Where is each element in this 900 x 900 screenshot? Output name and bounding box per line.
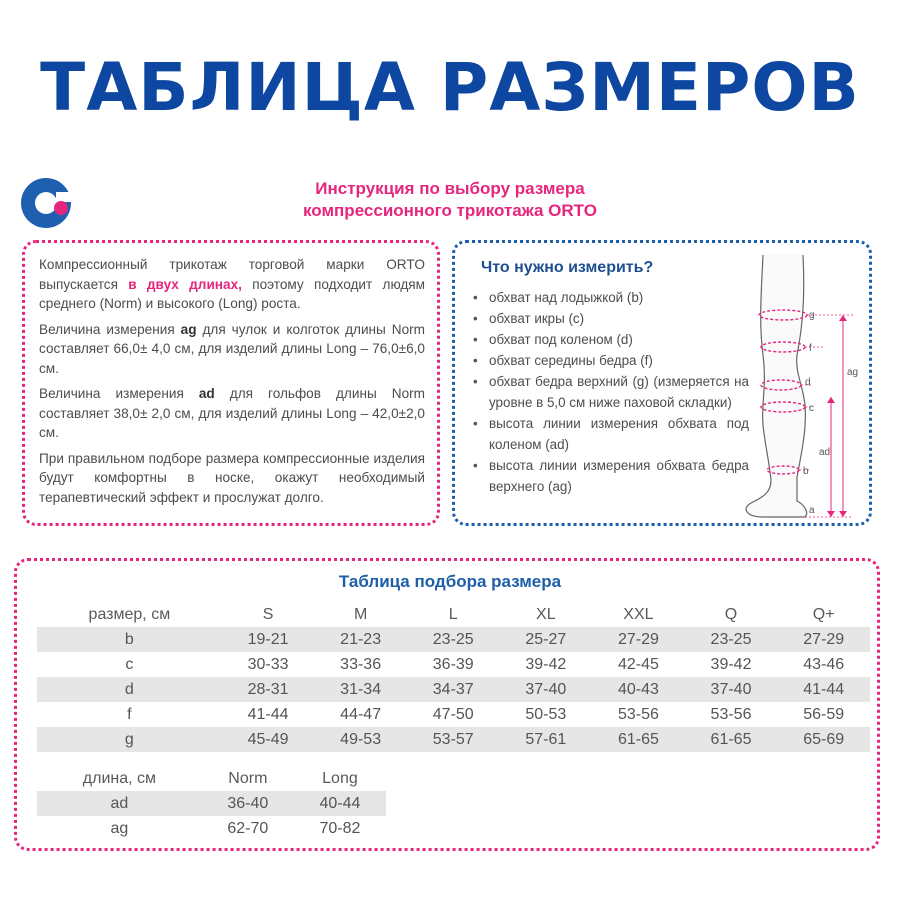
table-cell: 56-59 xyxy=(803,705,845,723)
table-cell: 53-56 xyxy=(617,705,659,723)
table-cell: 45-49 xyxy=(222,727,315,752)
table-cell: c xyxy=(125,655,134,673)
orto-logo-icon xyxy=(18,172,80,234)
intro-paragraph-3: Величина измерения ad для гольфов длины Norm составляет 38,0± 2,0 см, для изделий длины Long – 42,0±2,0 см. xyxy=(39,386,426,440)
instruction-heading-line1: Инструкция по выбору размера xyxy=(315,179,585,198)
label-f: f xyxy=(809,343,812,354)
header-cell: Q+ xyxy=(812,605,835,623)
measure-item: • обхват бедра верхний (g) (измеряется на уровне в 5,0 см ниже паховой складки) xyxy=(469,371,749,413)
measure-item: • обхват икры (c) xyxy=(469,308,749,329)
header-cell: длина, см xyxy=(82,769,157,787)
table-cell: f xyxy=(127,705,132,723)
header-cell: XXL xyxy=(623,605,654,623)
table-cell: 27-29 xyxy=(777,627,870,652)
header-cell: Q xyxy=(724,605,738,623)
table-cell: 39-42 xyxy=(525,655,567,673)
measure-item: • обхват над лодыжкой (b) xyxy=(469,287,749,308)
table-cell: 62-70 xyxy=(227,819,269,837)
table-row xyxy=(37,677,870,702)
measure-item: • обхват середины бедра (f) xyxy=(469,350,749,371)
header-cell: M xyxy=(353,605,368,623)
instruction-heading xyxy=(220,178,680,222)
table-cell: 70-82 xyxy=(319,819,361,837)
table-cell: 36-40 xyxy=(202,791,294,816)
header-cell: размер, см xyxy=(88,605,171,623)
table-cell: 23-25 xyxy=(407,627,500,652)
table-cell: 37-40 xyxy=(685,677,778,702)
table-cell: 47-50 xyxy=(432,705,474,723)
label-c: c xyxy=(809,403,814,414)
leg-diagram xyxy=(743,255,869,523)
header-cell: S xyxy=(262,605,274,623)
measure-item: • обхват под коленом (d) xyxy=(469,329,749,350)
header-cell: XL xyxy=(536,605,556,623)
table-cell: 49-53 xyxy=(314,727,407,752)
table-cell: ag xyxy=(110,819,129,837)
table-cell: 34-37 xyxy=(407,677,500,702)
table-cell: 31-34 xyxy=(314,677,407,702)
measure-list xyxy=(469,287,749,497)
label-d: d xyxy=(805,377,811,388)
intro-paragraph-2: Величина измерения ag для чулок и колготок длины Norm составляет 66,0± 4,0 см, для изделий длины Long – 76,0±6,0 см. xyxy=(39,321,425,376)
two-lengths-highlight: в двух длинах, xyxy=(128,276,242,292)
table-cell: 61-65 xyxy=(592,727,685,752)
length-table xyxy=(37,766,386,841)
size-table-title: Таблица подбора размера xyxy=(338,572,562,591)
table-row xyxy=(37,652,870,677)
table-cell: 40-43 xyxy=(592,677,685,702)
table-cell: 61-65 xyxy=(685,727,778,752)
table-cell: 39-42 xyxy=(710,655,752,673)
table-cell: 57-61 xyxy=(500,727,593,752)
table-cell: 40-44 xyxy=(294,791,386,816)
table-cell: 37-40 xyxy=(500,677,593,702)
leg-outline xyxy=(746,255,806,517)
table-cell: 53-56 xyxy=(710,705,752,723)
table-cell: 36-39 xyxy=(432,655,474,673)
header-cell: L xyxy=(448,605,458,623)
table-cell: 21-23 xyxy=(314,627,407,652)
intro-paragraph-4: При правильном подборе размера компрессионные изделия будут комфортны в носке, окажут необходимый терапевтический эффект и прослужат долго. xyxy=(39,450,425,505)
page-title: ТАБЛИЦА РАЗМЕРОВ xyxy=(40,49,860,126)
table-cell: 41-44 xyxy=(777,677,870,702)
table-cell: b xyxy=(37,627,222,652)
measure-item: • высота линии измерения обхвата под коленом (ad) xyxy=(469,413,749,455)
table-cell: 30-33 xyxy=(247,655,289,673)
table-cell: 33-36 xyxy=(340,655,382,673)
label-a: a xyxy=(809,505,815,516)
size-table xyxy=(37,602,870,752)
table-cell: 42-45 xyxy=(617,655,659,673)
label-ad: ad xyxy=(819,447,831,458)
table-cell: 53-57 xyxy=(407,727,500,752)
table-cell: 25-27 xyxy=(500,627,593,652)
table-cell: d xyxy=(37,677,222,702)
measure-panel xyxy=(452,240,872,526)
table-row xyxy=(37,702,870,727)
table-cell: 65-69 xyxy=(777,727,870,752)
header-cell: Norm xyxy=(228,769,268,787)
table-cell: g xyxy=(37,727,222,752)
table-row xyxy=(37,816,386,841)
label-ag: ag xyxy=(847,367,859,378)
label-b: b xyxy=(803,466,809,477)
intro-panel xyxy=(22,240,440,526)
table-cell: 19-21 xyxy=(222,627,315,652)
instruction-heading-line2: компрессионного трикотажа ORTO xyxy=(303,201,597,220)
measure-item: • высота линии измерения обхвата бедра верхнего (ag) xyxy=(469,455,749,497)
table-row xyxy=(37,791,386,816)
table-row xyxy=(37,627,870,652)
length-table-header xyxy=(37,766,386,791)
table-cell: 44-47 xyxy=(340,705,382,723)
measure-title: Что нужно измерить? xyxy=(481,259,654,276)
header-cell: Long xyxy=(322,769,358,787)
table-cell: ad xyxy=(37,791,202,816)
table-cell: 23-25 xyxy=(685,627,778,652)
table-row xyxy=(37,727,870,752)
table-cell: 28-31 xyxy=(222,677,315,702)
intro-paragraph-1: Компрессионный трикотаж торговой марки ORTO выпускается в двух длинах, поэтому подходит людям среднего (Norm) и высокого (Long) роста. xyxy=(39,257,426,311)
table-cell: 43-46 xyxy=(803,655,845,673)
table-cell: 50-53 xyxy=(525,705,567,723)
label-g: g xyxy=(809,310,815,321)
size-table-header xyxy=(37,602,870,627)
table-cell: 41-44 xyxy=(247,705,289,723)
table-cell: 27-29 xyxy=(592,627,685,652)
